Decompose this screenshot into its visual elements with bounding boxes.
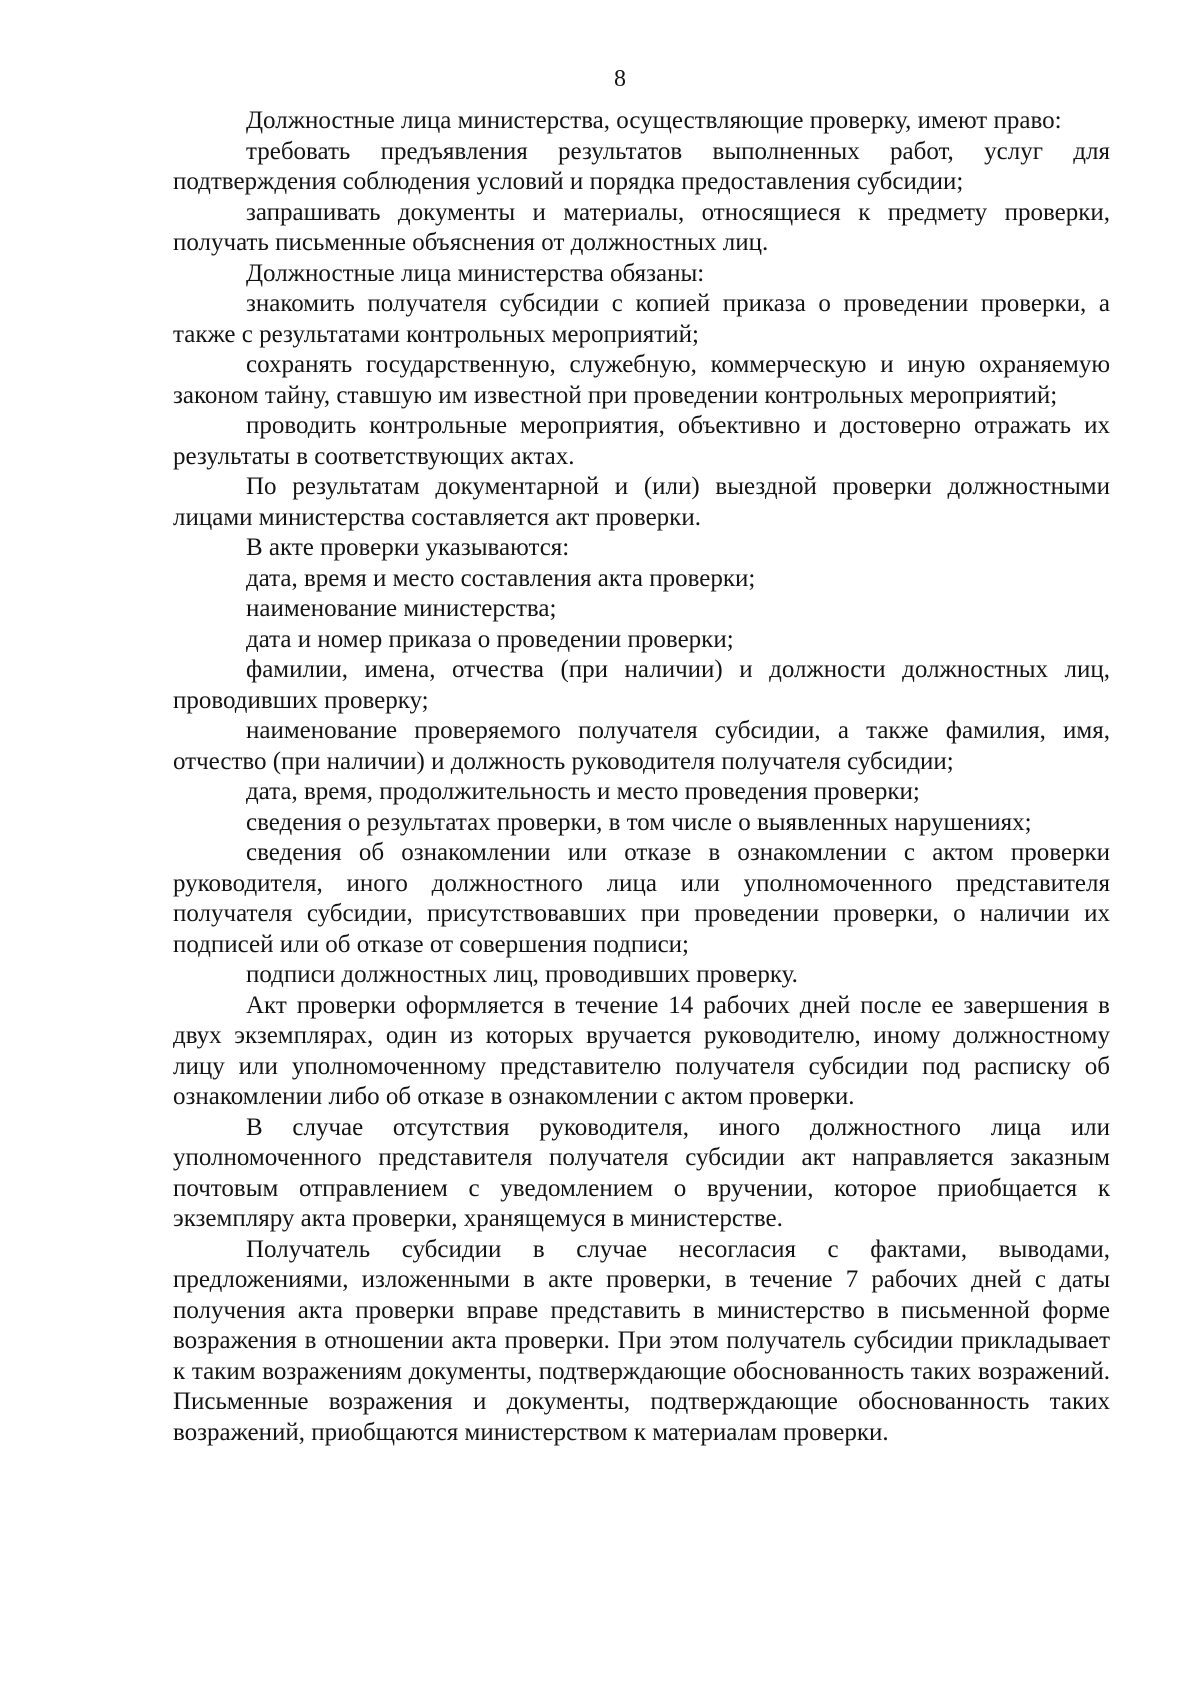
paragraph-inspection-act: По результатам документарной и (или) выездной проверки должностными лицами министерства составляется акт проверки. [173,473,1110,531]
paragraph-officials-rights: Должностные лица министерства, осуществляющие проверку, имеют право: [246,107,1062,134]
list-item-inspection-results: сведения о результатах проверки, в том числе о выявленных нарушениях; [246,808,1032,836]
list-item-familiarization-info: сведения об ознакомлении или отказе в ознакомлении с актом проверки руководителя, иного должностного лица или уполномоченного представителя получателя субсидии, присутствовавших при проведении проверки, о наличии их подписей или об отказе от совершения подписи; [173,839,1110,958]
paragraph-act-contents-intro: В акте проверки указываются: [246,534,570,561]
list-item-ministry-name: наименование министерства; [246,595,557,622]
paragraph-keep-secrets: сохранять государственную, служебную, коммерческую и иную охраняемую законом тайну, ставшую им известной при проведении контрольных мероприятий; [173,351,1110,409]
paragraph-familiarize-recipient: знакомить получателя субсидии с копией приказа о проведении проверки, а также с результатами контрольных мероприятий; [173,290,1110,348]
list-item-inspection-timing: дата, время, продолжительность и место проведения проверки; [246,778,920,805]
paragraph-officials-duties: Должностные лица министерства обязаны: [246,259,705,287]
paragraph-absence-delivery: В случае отсутствия руководителя, иного должностного лица или уполномоченного представителя получателя субсидии акт направляется заказным почтовым отправлением с уведомлением о вручении, которое приобщается к экземпляру акта проверки, хранящемуся в министерстве. [173,1113,1110,1232]
list-item-order-date-number: дата и номер приказа о проведении проверки; [246,625,734,653]
paragraph-request-documents: запрашивать документы и материалы, относящиеся к предмету проверки, получать письменные объяснения от должностных лиц. [173,198,1110,256]
list-item-recipient-name: наименование проверяемого получателя субсидии, а также фамилия, имя, отчество (при наличии) и должность руководителя получателя субсидии; [173,717,1110,775]
list-item-inspector-signatures: подписи должностных лиц, проводивших проверку. [246,961,798,988]
paragraph-demand-results: требовать предъявления результатов выполненных работ, услуг для подтверждения соблюдения условий и порядка предоставления субсидии; [173,137,1110,195]
paragraph-act-preparation: Акт проверки оформляется в течение 14 рабочих дней после ее завершения в двух экземплярах, один из которых вручается руководителю, иному должностному лицу или уполномоченному представителю получателя субсидии под расписку об ознакомлении либо об отказе в ознакомлении с актом проверки. [173,991,1110,1110]
paragraph-objections: Получатель субсидии в случае несогласия с фактами, выводами, предложениями, изложенными в акте проверки, в течение 7 рабочих дней с даты получения акта проверки вправе представить в министерство в письменной форме возражения в отношении акта проверки. При этом получатель субсидии прикладывает к таким возражениям документы, подтверждающие обоснованность таких возражений. Письменные возражения и документы, подтверждающие обоснованность таких возражений, приобщаются министерством к материалам проверки. [173,1235,1110,1446]
list-item-act-date-place: дата, время и место составления акта проверки; [246,564,756,592]
paragraph-conduct-control: проводить контрольные мероприятия, объективно и достоверно отражать их результаты в соответствующих актах. [173,412,1110,470]
page-number: 8 [614,66,626,92]
document-body [173,106,1110,1448]
list-item-inspector-names: фамилии, имена, отчества (при наличии) и должности должностных лиц, проводивших проверку; [173,656,1110,714]
